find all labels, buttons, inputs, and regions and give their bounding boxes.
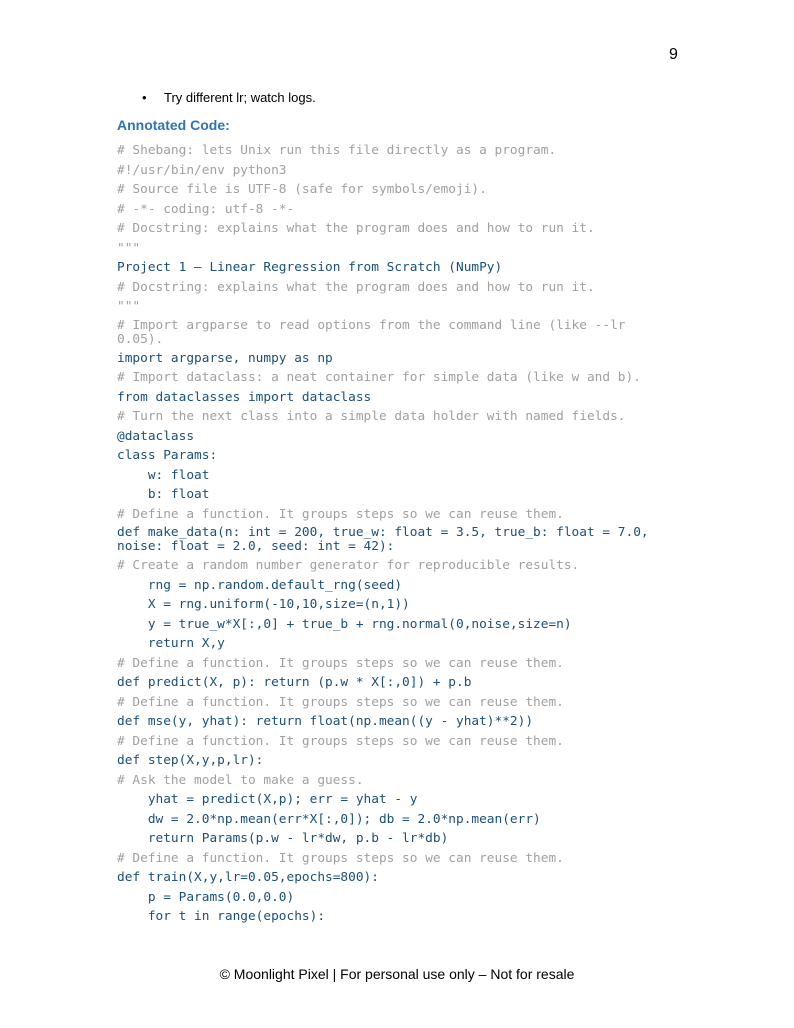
code-line: rng = np.random.default_rng(seed) — [117, 577, 403, 593]
code-line: def mse(y, yhat): return float(np.mean((y - yhat)**2)) — [117, 714, 534, 729]
code-comment-line: # Create a random number generator for reproducible results. — [117, 558, 580, 573]
code-block — [117, 141, 677, 927]
code-line: def step(X,y,p,lr): — [117, 753, 264, 768]
code-line: p = Params(0.0,0.0) — [117, 889, 295, 905]
code-comment-line: # Docstring: explains what the program does and how to run it. — [117, 279, 595, 295]
code-line: @dataclass — [117, 428, 195, 444]
code-comment-line: # Define a function. It groups steps so we can reuse them. — [117, 694, 564, 710]
code-line: def predict(X, p): return (p.w * X[:,0]) + p.b — [117, 675, 472, 690]
code-line: w: float — [117, 467, 210, 483]
code-line: for t in range(epochs): — [117, 909, 326, 924]
code-comment-line: # Import argparse to read options from the command line (like --lr 0.05). — [117, 317, 634, 347]
code-line: return X,y — [117, 636, 225, 651]
code-line: def make_data(n: int = 200, true_w: float = 3.5, true_b: float = 7.0, noise: float = 2.0, seed: int = 42): — [117, 525, 657, 554]
code-line: X = rng.uniform(-10,10,size=(n,1)) — [117, 597, 410, 612]
code-comment-line: # Shebang: lets Unix run this file directly as a program. — [117, 143, 557, 158]
code-comment-line: # Define a function. It groups steps so we can reuse them. — [117, 733, 564, 749]
code-line: import argparse, numpy as np — [117, 350, 333, 366]
bullet-icon: • — [142, 90, 147, 105]
code-comment-line: # Import dataclass: a neat container for simple data (like w and b). — [117, 370, 641, 385]
code-comment-line: # Define a function. It groups steps so we can reuse them. — [117, 506, 564, 522]
code-line: y = true_w*X[:,0] + true_b + rng.normal(0,noise,size=n) — [117, 616, 572, 632]
bullet-item — [142, 90, 316, 105]
code-comment-line: # Define a function. It groups steps so we can reuse them. — [117, 850, 564, 866]
code-comment-line: # Source file is UTF-8 (safe for symbols/emoji). — [117, 182, 487, 197]
section-heading: Annotated Code: — [117, 117, 230, 133]
code-line: def train(X,y,lr=0.05,epochs=800): — [117, 870, 379, 885]
code-comment-line: """ — [117, 240, 141, 256]
code-line: yhat = predict(X,p); err = yhat - y — [117, 792, 418, 807]
code-line: b: float — [117, 487, 210, 502]
code-line: Project 1 – Linear Regression from Scratch (NumPy) — [117, 260, 503, 275]
code-comment-line: # -*- coding: utf-8 -*- — [117, 201, 295, 217]
code-comment-line: """ — [117, 299, 141, 314]
code-comment-line: #!/usr/bin/env python3 — [117, 162, 287, 178]
code-comment-line: # Define a function. It groups steps so we can reuse them. — [117, 655, 564, 671]
footer-copyright: © Moonlight Pixel | For personal use only – Not for resale — [219, 966, 575, 982]
code-line: from dataclasses import dataclass — [117, 389, 372, 405]
page-number: 9 — [669, 46, 678, 63]
bullet-text: Try different lr; watch logs. — [164, 90, 316, 105]
code-comment-line: # Docstring: explains what the program does and how to run it. — [117, 221, 595, 236]
code-line: class Params: — [117, 448, 218, 463]
code-comment-line: # Turn the next class into a simple data holder with named fields. — [117, 409, 626, 424]
code-line: return Params(p.w - lr*dw, p.b - lr*db) — [117, 831, 449, 846]
code-comment-line: # Ask the model to make a guess. — [117, 772, 364, 788]
code-line: dw = 2.0*np.mean(err*X[:,0]); db = 2.0*np.mean(err) — [117, 811, 541, 827]
